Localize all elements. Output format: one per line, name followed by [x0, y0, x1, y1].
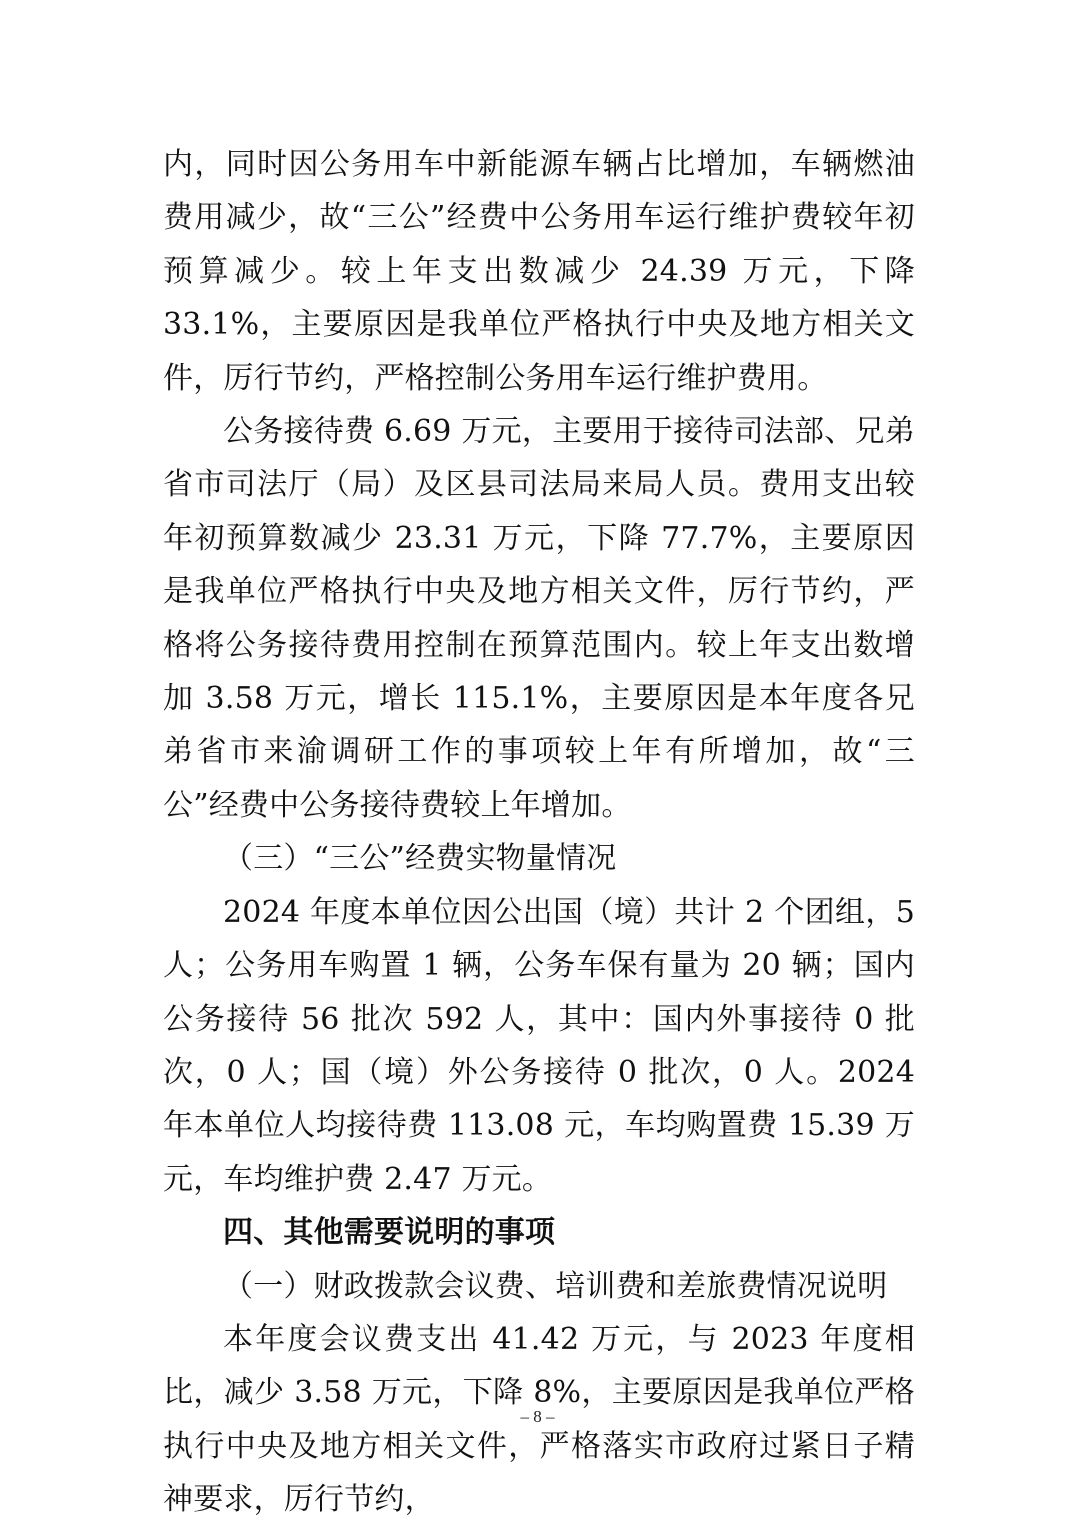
paragraph-reception-fee: 公务接待费 6.69 万元，主要用于接待司法部、兄弟省市司法厅（局）及区县司法局来局人员。费用支出较年初预算数减少 23.31 万元，下降 77.7%，主要原因是我单位严格执行中央及地方相关文件，厉行节约，严格将公务接待费用控制在预算范围内。较上年支出数增加 3.58 万元，增长 115.1%，主要原因是本年度各兄弟省市来渝调研工作的事项较上年有所增加，故“三公”经费中公务接待费较上年增加。: [163, 414, 915, 823]
heading-other-matters: 四、其他需要说明的事项: [223, 1215, 556, 1251]
subheading-meeting-training-travel: （一）财政拨款会议费、培训费和差旅费情况说明: [223, 1268, 888, 1304]
page-number: – 8 –: [520, 1407, 555, 1426]
subheading-physical-quantity: （三）“三公”经费实物量情况: [223, 841, 617, 877]
paragraph-meeting-fee: 本年度会议费支出 41.42 万元，与 2023 年度相比，减少 3.58 万元，下降 8%，主要原因是我单位严格执行中央及地方相关文件，严格落实市政府过紧日子精神要求，厉行节约，: [163, 1321, 915, 1518]
paragraph-vehicle-maintenance: 内，同时因公务用车中新能源车辆占比增加，车辆燃油费用减少，故“三公”经费中公务用车运行维护费较年初预算减少。较上年支出数减少 24.39 万元，下降 33.1%，主要原因是我单位严格执行中央及地方相关文件，厉行节约，严格控制公务用车运行维护费用。: [163, 147, 915, 396]
body-text: [163, 138, 915, 1527]
paragraph-physical-quantity: 2024 年度本单位因公出国（境）共计 2 个团组，5 人；公务用车购置 1 辆，公务车保有量为 20 辆；国内公务接待 56 批次 592 人，其中：国内外事接待 0 批次，0 人；国（境）外公务接待 0 批次，0 人。2024 年本单位人均接待费 113.08 元，车均购置费 15.39 万元，车均维护费 2.47 万元。: [163, 894, 915, 1197]
